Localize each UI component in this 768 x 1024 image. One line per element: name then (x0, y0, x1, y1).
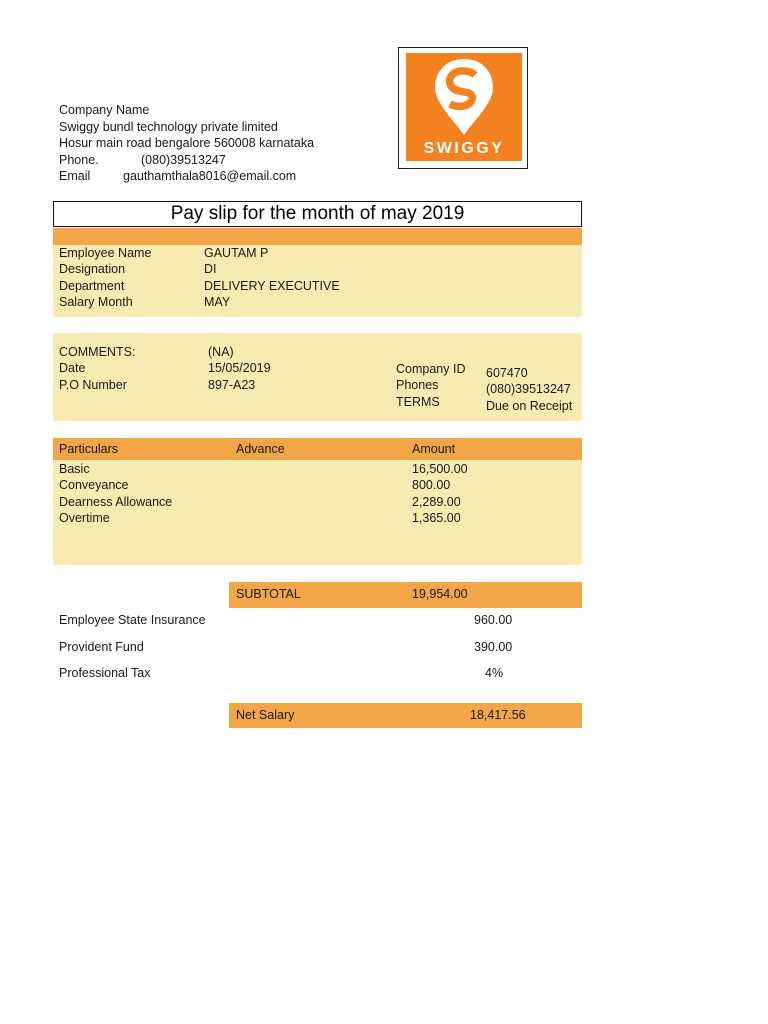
meta-right-labels (396, 361, 465, 410)
subtotal-value: 19,954.00 (412, 587, 468, 601)
phone-label: Phone. (59, 152, 99, 167)
company-heading: Company Name (59, 103, 150, 117)
salary-month-label: Salary Month (59, 295, 133, 310)
page-title: Pay slip for the month of may 2019 (53, 201, 582, 227)
amount-header: Amount (412, 442, 456, 456)
terms-label: TERMS (396, 394, 440, 409)
designation-value: DI (204, 262, 217, 277)
provident-fund-label: Provident Fund (59, 640, 144, 654)
particulars-header: Particulars (59, 442, 119, 456)
esi-label: Employee State Insurance (59, 613, 206, 627)
terms-value: Due on Receipt (486, 398, 573, 413)
earnings-items (59, 461, 172, 527)
net-salary-value: 18,417.56 (470, 708, 526, 722)
meta-right-values (486, 365, 572, 414)
date-value: 15/05/2019 (208, 361, 271, 376)
email-value: gauthamthala8016@email.com (123, 169, 297, 183)
conveyance-label: Conveyance (59, 478, 129, 493)
employee-name-value: GAUTAM P (204, 246, 269, 260)
subtotal-label: SUBTOTAL (236, 587, 301, 601)
conveyance-amount: 800.00 (412, 478, 451, 493)
overtime-amount: 1,365.00 (412, 511, 461, 526)
dearness-allowance-amount: 2,289.00 (412, 494, 461, 509)
logo-wordmark: SWIGGY (423, 140, 505, 157)
meta-left-labels (59, 344, 135, 393)
designation-label: Designation (59, 262, 126, 277)
dearness-allowance-label: Dearness Allowance (59, 494, 173, 509)
company-email-row (59, 168, 314, 185)
company-name: Swiggy bundl technology private limited (59, 119, 278, 134)
employee-header-bar (53, 228, 582, 245)
employee-values (204, 245, 340, 311)
phone-value: (080)39513247 (141, 152, 226, 167)
po-number-value: 897-A23 (208, 377, 256, 392)
email-label: Email (59, 169, 91, 183)
company-phone-row (59, 152, 314, 169)
overtime-label: Overtime (59, 511, 110, 526)
department-label: Department (59, 278, 125, 293)
swiggy-logo (406, 53, 522, 161)
company-address: Hosur main road bengalore 560008 karnataka (59, 136, 315, 150)
earnings-header-bar (53, 438, 582, 460)
provident-fund-value: 390.00 (474, 640, 513, 654)
employee-name-label: Employee Name (59, 246, 152, 260)
net-salary-label: Net Salary (236, 708, 295, 722)
phones-label: Phones (396, 378, 439, 393)
comments-label: COMMENTS: (59, 345, 136, 359)
professional-tax-label: Professional Tax (59, 666, 151, 680)
employee-labels (59, 245, 151, 311)
department-value: DELIVERY EXECUTIVE (204, 278, 340, 293)
company-id-value: 607470 (486, 366, 528, 380)
esi-value: 960.00 (474, 613, 513, 627)
date-label: Date (59, 361, 86, 376)
basic-amount: 16,500.00 (412, 462, 468, 476)
logo-frame (398, 47, 528, 169)
professional-tax-value: 4% (485, 666, 504, 680)
basic-label: Basic (59, 462, 90, 476)
salary-month-value: MAY (204, 295, 231, 310)
phones-value: (080)39513247 (486, 382, 571, 397)
advance-header: Advance (236, 442, 285, 456)
po-number-label: P.O Number (59, 377, 127, 392)
earnings-amounts (412, 461, 468, 527)
company-info (59, 102, 314, 185)
meta-left-values (208, 344, 271, 393)
company-id-label: Company ID (396, 362, 466, 376)
comments-value: (NA) (208, 345, 234, 359)
